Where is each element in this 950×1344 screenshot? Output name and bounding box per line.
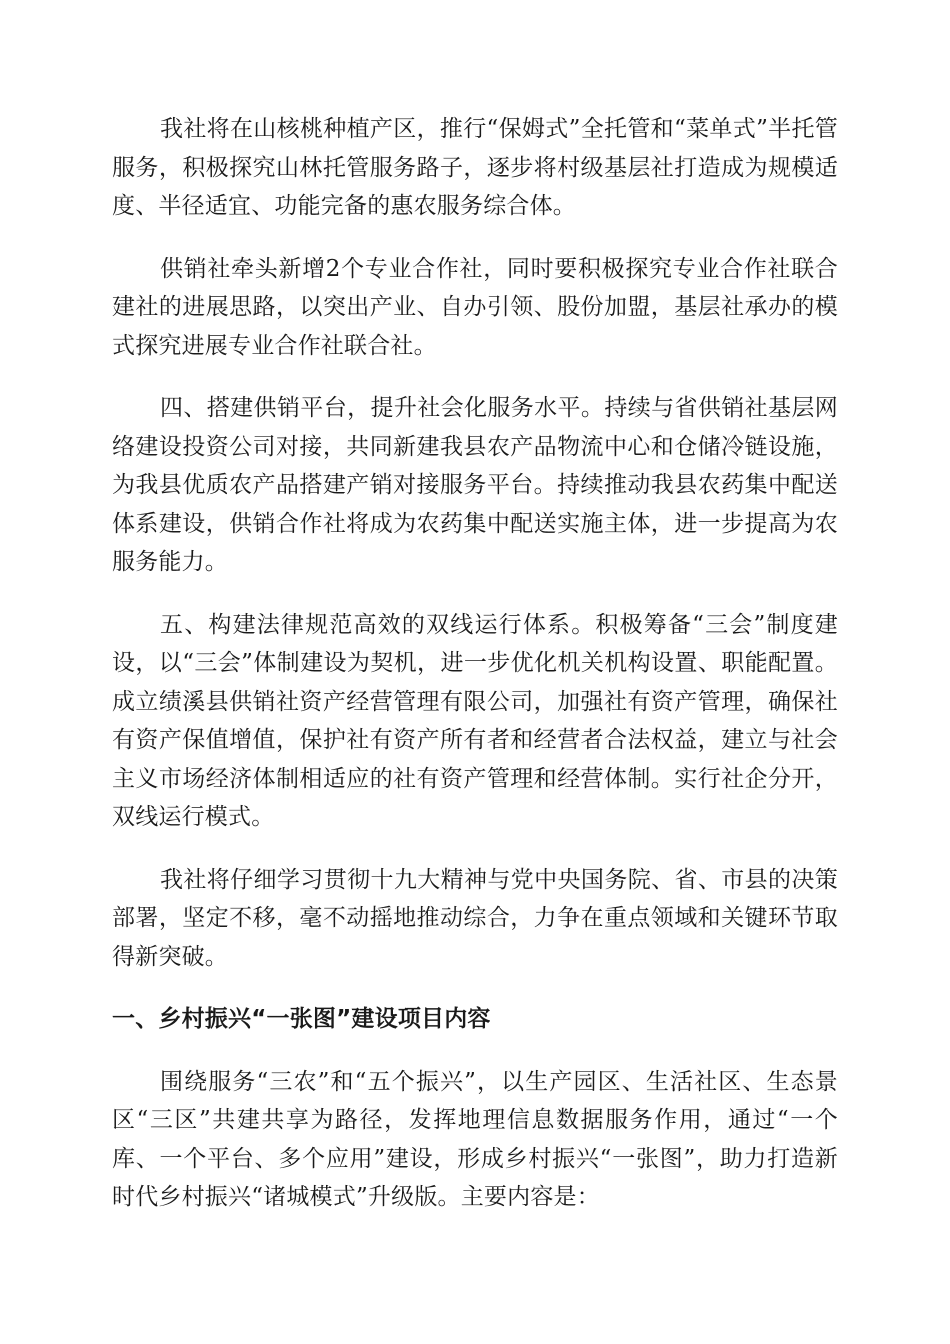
paragraph-implementation: 我社将仔细学习贯彻十九大精神与党中央国务院、省、市县的决策部署，坚定不移，毫不动摇地推动综合，力争在重点领域和关键环节取得新突破。 xyxy=(112,866,838,970)
paragraph-hickory-trusteeship: 我社将在山核桃种植产区，推行“保姆式”全托管和“菜单式”半托管服务，积极探究山林托管服务路子，逐步将村级基层社打造成为规模适度、半径适宜、功能完备的惠农服务综合体。 xyxy=(112,116,838,219)
paragraph-cooperatives: 供销社牵头新增2个专业合作社，同时要积极探究专业合作社联合建社的进展思路，以突出产业、自办引领、股份加盟，基层社承办的模式探究进展专业合作社联合社。 xyxy=(112,255,838,359)
paragraph-dual-track-system: 五、构建法律规范高效的双线运行体系。积极筹备“三会”制度建设，以“三会”体制建设为契机，进一步优化机关机构设置、职能配置。成立绩溪县供销社资产经营管理有限公司，加强社有资产管理，确保社有资产保值增值，保护社有资产所有者和经营者合法权益，建立与社会主义市场经济体制相适应的社有资产管理和经营体制。实行社企分开，双线运行模式。 xyxy=(112,611,838,830)
document-body xyxy=(112,110,838,1241)
section-heading: 一、乡村振兴“一张图”建设项目内容 xyxy=(112,1006,491,1032)
paragraph-supply-platform: 四、搭建供销平台，提升社会化服务水平。持续与省供销社基层网络建设投资公司对接，共同新建我县农产品物流中心和仓储冷链设施，为我县优质农产品搭建产销对接服务平台。持续推动我县农药集中配送体系建设，供销合作社将成为农药集中配送实施主体，进一步提高为农服务能力。 xyxy=(112,395,838,575)
paragraph-one-map-content: 围绕服务“三农”和“五个振兴”，以生产园区、生活社区、生态景区“三区”共建共享为路径，发挥地理信息数据服务作用，通过“一个库、一个平台、多个应用”建设，形成乡村振兴“一张图”，助力打造新时代乡村振兴“诸城模式”升级版。主要内容是： xyxy=(112,1068,838,1210)
